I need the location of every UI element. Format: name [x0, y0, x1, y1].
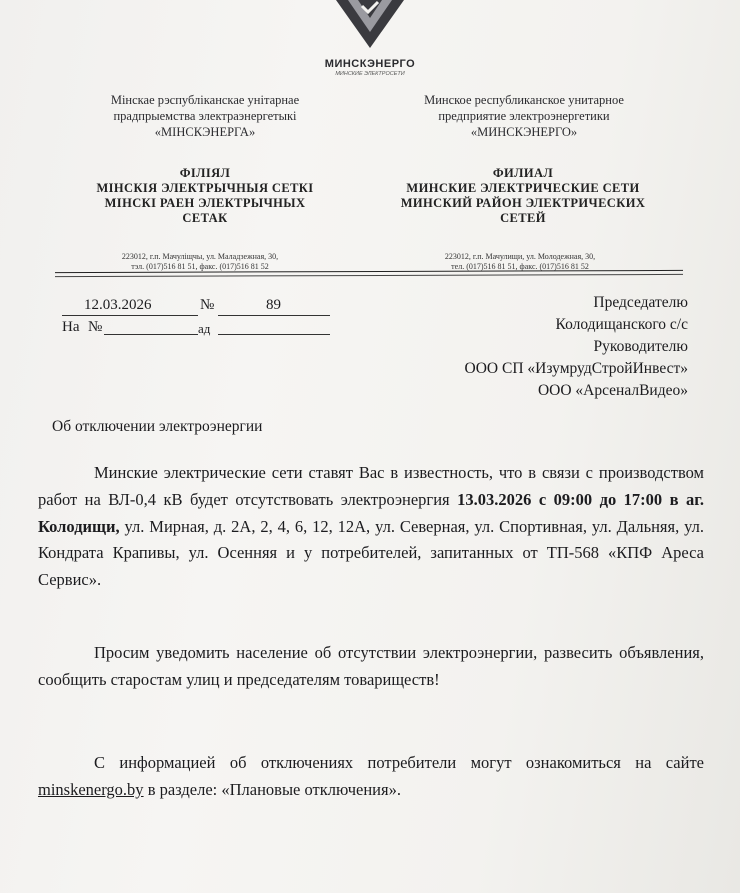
org-name-ru: Минское республиканское унитарное предприятие электроэнергетики «МИНСКЭНЕРГО» — [424, 93, 624, 139]
org-name-by: Мінскае рэспубліканскае унітарнае прадпрыемства электраэнергетыкі «МІНСКЭНЕРГА» — [110, 93, 300, 139]
recipient-line: ООО СП «ИзумрудСтройИнвест» — [464, 360, 688, 377]
recipient-line: Колодищанского с/с — [555, 316, 688, 333]
letter-number: 89 — [266, 297, 281, 313]
letter-subject: Об отключении электроэнергии — [52, 418, 263, 435]
minskenergo-logo-icon — [332, 0, 408, 52]
outage-date-time: 13.03.2026 с 09:00 до 17:00 в аг. Колодищи, — [38, 489, 705, 536]
reply-number-label: № — [88, 319, 103, 335]
body-paragraph-2: Просим уведомить население об отсутствии электроэнергии, развесить объявления, сообщить старостам улиц и председателям товариществ! — [38, 643, 704, 689]
branch-name-ru: ФИЛИАЛ МИНСКИЕ ЭЛЕКТРИЧЕСКИЕ СЕТИ МИНСКИЙ РАЙОН ЭЛЕКТРИЧЕСКИХ СЕТЕЙ — [400, 166, 646, 225]
reply-number-underline — [104, 334, 198, 335]
address-by: 223012, г.п. Мачуліщчы, ул. Маладзежная, 30, тэл. (017)516 81 51, факс. (017)516 81 52 — [121, 252, 279, 271]
date-underline — [62, 315, 198, 316]
reply-date-label: ад — [198, 321, 211, 336]
branch-name-by: ФІЛІЯЛ МІНСКІЯ ЭЛЕКТРЫЧНЫЯ СЕТКІ МІНСКІ РАЕН ЭЛЕКТРЫЧНЫХ СЕТАК — [96, 166, 314, 225]
logo-wordmark: МИНСКЭНЕРГО — [324, 58, 416, 70]
header-divider-thin — [55, 274, 683, 277]
logo-tagline: МИНСКИЕ ЭЛЕКТРОСЕТИ — [335, 71, 405, 77]
recipient-line: Председателю — [593, 294, 688, 311]
recipient-line: Руководителю — [593, 338, 688, 355]
recipient-line: ООО «АрсеналВидео» — [537, 382, 688, 399]
address-ru: 223012, г.п. Мачулищи, ул. Молодежная, 30, тел. (017)516 81 51, факс. (017)516 81 52 — [444, 252, 596, 271]
number-underline — [218, 315, 330, 316]
letter-date: 12.03.2026 — [84, 297, 152, 313]
website-link[interactable]: minskenergo.by — [38, 779, 144, 799]
reply-date-underline — [218, 334, 330, 335]
number-label: № — [200, 297, 215, 313]
reply-prefix: На — [62, 319, 80, 335]
body-paragraph-3: С информацией об отключениях потребители могут ознакомиться на сайте minskenergo.by в разделе: «Плановые отключения». — [38, 753, 704, 799]
body-paragraph-1: Минские электрические сети ставят Вас в известность, что в связи с производством работ на ВЛ-0,4 кВ будет отсутствовать электроэнергия 13.03.2026 с 09:00 до 17:00 в аг. Колодищи, ул. Мирная, д. 2А, 2, 4, 6, 12, 12А, ул. Северная, ул. Спортивная, ул. Дальняя, ул. Кондрата Крапивы, ул. Осенняя и у потребителей, запитанных от ТП-568 «КПФ Ареса Сервис». — [38, 463, 705, 590]
recipient-block — [465, 292, 688, 402]
